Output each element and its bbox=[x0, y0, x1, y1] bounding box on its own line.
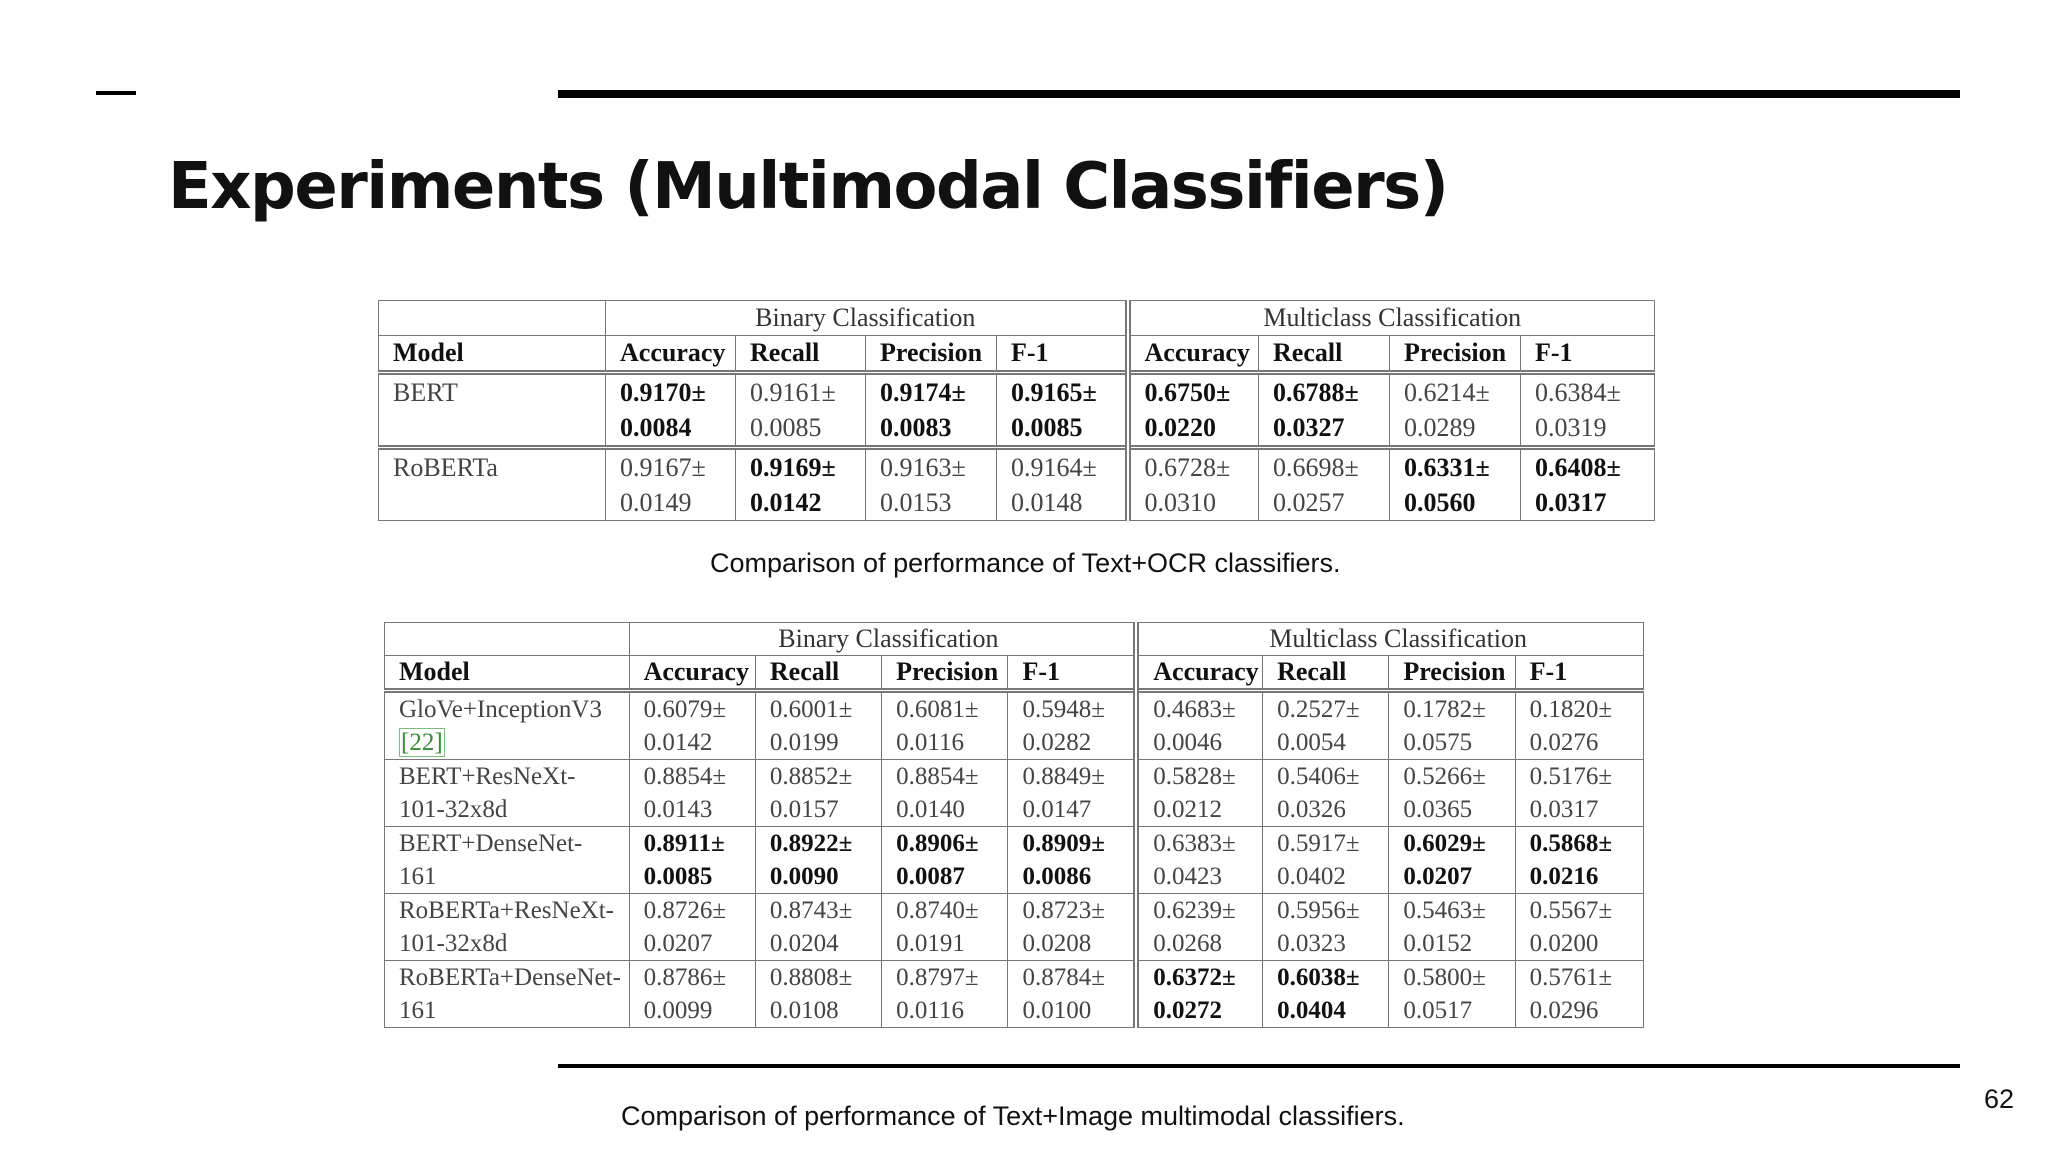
metric-std: 0.0402 bbox=[1277, 863, 1346, 890]
metric-std: 0.0282 bbox=[1022, 729, 1092, 756]
metric-std: 0.0085 bbox=[750, 413, 822, 442]
metric-cell bbox=[606, 448, 736, 521]
metric-cell bbox=[1128, 448, 1259, 521]
metric-mean: 0.5956± bbox=[1277, 897, 1360, 924]
metric-cell bbox=[755, 827, 881, 894]
metric-cell bbox=[1008, 961, 1136, 1028]
bottom-rule bbox=[558, 1064, 1960, 1068]
model-name-line: BERT+DenseNet- bbox=[399, 830, 583, 857]
metric-std: 0.0140 bbox=[896, 796, 965, 823]
metric-cell bbox=[866, 448, 997, 521]
metric-cell bbox=[1136, 894, 1262, 961]
header-cell: Accuracy bbox=[1128, 336, 1259, 373]
metric-cell bbox=[606, 373, 736, 448]
metric-mean: 0.9161± bbox=[750, 378, 836, 407]
model-name-line: RoBERTa+DenseNet- bbox=[399, 964, 621, 991]
metric-mean: 0.5463± bbox=[1403, 897, 1486, 924]
metric-std: 0.0099 bbox=[643, 997, 713, 1024]
metric-mean: 0.5828± bbox=[1153, 763, 1236, 790]
metric-cell bbox=[1136, 961, 1262, 1028]
metric-cell bbox=[629, 894, 755, 961]
table-group-header-row bbox=[379, 301, 1655, 336]
metric-std: 0.0207 bbox=[1403, 863, 1473, 890]
metric-cell bbox=[1136, 827, 1262, 894]
table-row bbox=[379, 448, 1655, 521]
metric-mean: 0.4683± bbox=[1153, 696, 1236, 723]
metric-std: 0.0560 bbox=[1404, 488, 1476, 517]
header-cell: Recall bbox=[1263, 656, 1389, 691]
metric-std: 0.0208 bbox=[1022, 930, 1092, 957]
metric-cell bbox=[629, 961, 755, 1028]
metric-mean: 0.6081± bbox=[896, 696, 979, 723]
metric-cell bbox=[1263, 827, 1389, 894]
model-name-line: BERT bbox=[393, 378, 458, 407]
table-caption: Comparison of performance of Text+Image multimodal classifiers. bbox=[621, 1101, 1405, 1131]
metric-std: 0.0116 bbox=[896, 729, 964, 756]
metric-std: 0.0326 bbox=[1277, 796, 1346, 823]
metric-mean: 0.6239± bbox=[1153, 897, 1236, 924]
model-name-cell bbox=[385, 691, 630, 760]
group-header-multiclass: Multiclass Classification bbox=[1128, 301, 1655, 336]
metric-mean: 0.6408± bbox=[1535, 453, 1621, 482]
metric-std: 0.0268 bbox=[1153, 930, 1223, 957]
metric-cell bbox=[997, 373, 1128, 448]
citation-link[interactable]: [22] bbox=[401, 729, 443, 756]
metric-mean: 0.8849± bbox=[1022, 763, 1105, 790]
metric-std: 0.0142 bbox=[643, 729, 713, 756]
metric-std: 0.0083 bbox=[880, 413, 952, 442]
header-cell: Precision bbox=[866, 336, 997, 373]
header-cell: Precision bbox=[882, 656, 1008, 691]
metric-std: 0.0207 bbox=[643, 930, 713, 957]
metric-std: 0.0116 bbox=[896, 997, 964, 1024]
metric-std: 0.0310 bbox=[1144, 488, 1216, 517]
metric-mean: 0.2527± bbox=[1277, 696, 1360, 723]
metric-cell bbox=[736, 448, 866, 521]
metric-std: 0.0142 bbox=[750, 488, 822, 517]
group-header-empty bbox=[385, 623, 630, 656]
model-name-line: BERT+ResNeXt- bbox=[399, 763, 576, 790]
metric-std: 0.0157 bbox=[769, 796, 839, 823]
metric-mean: 0.6384± bbox=[1535, 378, 1621, 407]
metric-mean: 0.5266± bbox=[1403, 763, 1486, 790]
metric-mean: 0.6331± bbox=[1404, 453, 1490, 482]
metric-std: 0.0153 bbox=[880, 488, 952, 517]
metric-std: 0.0317 bbox=[1529, 796, 1599, 823]
metric-std: 0.0046 bbox=[1153, 729, 1223, 756]
metric-cell bbox=[1515, 691, 1643, 760]
metric-std: 0.0084 bbox=[620, 413, 692, 442]
table-header-row bbox=[385, 656, 1644, 691]
metric-mean: 0.1820± bbox=[1529, 696, 1613, 723]
metric-std: 0.0327 bbox=[1273, 413, 1345, 442]
top-rule bbox=[558, 90, 1960, 98]
metric-mean: 0.5868± bbox=[1529, 830, 1613, 857]
metric-mean: 0.9174± bbox=[880, 378, 966, 407]
metric-cell bbox=[1515, 760, 1643, 827]
header-cell: Recall bbox=[1259, 336, 1390, 373]
metric-cell bbox=[1008, 894, 1136, 961]
metric-mean: 0.6698± bbox=[1273, 453, 1359, 482]
metric-std: 0.0276 bbox=[1529, 729, 1599, 756]
model-name-line bbox=[399, 726, 629, 759]
metric-cell bbox=[1515, 961, 1643, 1028]
metric-mean: 0.9170± bbox=[620, 378, 706, 407]
metric-mean: 0.6214± bbox=[1404, 378, 1490, 407]
metric-std: 0.0423 bbox=[1153, 863, 1223, 890]
table-row bbox=[379, 373, 1655, 448]
metric-std: 0.0212 bbox=[1153, 796, 1223, 823]
metric-std: 0.0199 bbox=[769, 729, 839, 756]
metric-cell bbox=[1008, 827, 1136, 894]
page-number: 62 bbox=[1983, 1084, 2014, 1114]
metric-mean: 0.5176± bbox=[1529, 763, 1613, 790]
metric-cell bbox=[1521, 373, 1655, 448]
table-row bbox=[385, 760, 1644, 827]
metric-cell bbox=[629, 760, 755, 827]
header-cell: F-1 bbox=[997, 336, 1128, 373]
header-cell: F-1 bbox=[1008, 656, 1136, 691]
metric-mean: 0.8911± bbox=[643, 830, 725, 857]
model-name-line: RoBERTa+ResNeXt- bbox=[399, 897, 614, 924]
table-header-row bbox=[379, 336, 1655, 373]
metric-mean: 0.6750± bbox=[1144, 378, 1231, 407]
metric-mean: 0.8854± bbox=[643, 763, 727, 790]
metric-std: 0.0257 bbox=[1273, 488, 1345, 517]
metric-cell bbox=[1389, 894, 1515, 961]
metric-cell bbox=[1008, 760, 1136, 827]
model-name-line: 101-32x8d bbox=[399, 796, 508, 823]
metric-std: 0.0087 bbox=[896, 863, 965, 890]
metric-std: 0.0204 bbox=[769, 930, 839, 957]
metric-cell bbox=[629, 827, 755, 894]
table-body bbox=[379, 373, 1655, 521]
metric-mean: 0.6383± bbox=[1153, 830, 1236, 857]
model-name-line: RoBERTa bbox=[393, 453, 498, 482]
metric-cell bbox=[997, 448, 1128, 521]
metric-std: 0.0085 bbox=[1011, 413, 1083, 442]
metric-mean: 0.8906± bbox=[896, 830, 979, 857]
metric-mean: 0.8852± bbox=[769, 763, 853, 790]
table-caption: Comparison of performance of Text+OCR classifiers. bbox=[710, 548, 1341, 578]
header-cell: Precision bbox=[1389, 656, 1515, 691]
metric-std: 0.0147 bbox=[1022, 796, 1092, 823]
metric-cell bbox=[736, 373, 866, 448]
metric-cell bbox=[629, 691, 755, 760]
metric-mean: 0.6788± bbox=[1273, 378, 1359, 407]
metric-mean: 0.9169± bbox=[750, 453, 836, 482]
header-cell: F-1 bbox=[1521, 336, 1655, 373]
metric-mean: 0.8726± bbox=[643, 897, 727, 924]
header-cell: Accuracy bbox=[1136, 656, 1262, 691]
metric-cell bbox=[1390, 448, 1521, 521]
metric-mean: 0.5567± bbox=[1529, 897, 1613, 924]
metric-cell bbox=[1008, 691, 1136, 760]
model-name-cell bbox=[385, 894, 630, 961]
metric-cell bbox=[1515, 827, 1643, 894]
model-name-line: 101-32x8d bbox=[399, 930, 508, 957]
metric-mean: 0.6372± bbox=[1153, 964, 1236, 991]
table-body bbox=[385, 691, 1644, 1028]
metric-std: 0.0319 bbox=[1535, 413, 1607, 442]
metric-mean: 0.1782± bbox=[1403, 696, 1486, 723]
table-row bbox=[385, 691, 1644, 760]
header-cell: Model bbox=[379, 336, 606, 373]
metric-std: 0.0100 bbox=[1022, 997, 1092, 1024]
metric-cell bbox=[1521, 448, 1655, 521]
metric-std: 0.0143 bbox=[643, 796, 713, 823]
metric-std: 0.0149 bbox=[620, 488, 692, 517]
metric-mean: 0.6038± bbox=[1277, 964, 1360, 991]
metric-cell bbox=[1389, 691, 1515, 760]
metric-cell bbox=[1390, 373, 1521, 448]
model-name-cell bbox=[379, 373, 606, 448]
metric-cell bbox=[1515, 894, 1643, 961]
metric-cell bbox=[866, 373, 997, 448]
metric-std: 0.0148 bbox=[1011, 488, 1083, 517]
metric-cell bbox=[1259, 448, 1390, 521]
metric-mean: 0.6029± bbox=[1403, 830, 1486, 857]
group-header-empty bbox=[379, 301, 606, 336]
metric-cell bbox=[882, 760, 1008, 827]
metric-cell bbox=[1389, 961, 1515, 1028]
group-header-binary: Binary Classification bbox=[606, 301, 1128, 336]
metric-std: 0.0404 bbox=[1277, 997, 1346, 1024]
metric-std: 0.0517 bbox=[1403, 997, 1473, 1024]
model-name-cell bbox=[385, 961, 630, 1028]
metric-std: 0.0220 bbox=[1144, 413, 1216, 442]
metric-std: 0.0296 bbox=[1529, 997, 1599, 1024]
metric-std: 0.0200 bbox=[1529, 930, 1599, 957]
metric-cell bbox=[755, 691, 881, 760]
metric-mean: 0.8784± bbox=[1022, 964, 1105, 991]
metric-mean: 0.5800± bbox=[1403, 964, 1486, 991]
metric-cell bbox=[755, 961, 881, 1028]
table-row bbox=[385, 827, 1644, 894]
metric-std: 0.0085 bbox=[643, 863, 713, 890]
metric-std: 0.0289 bbox=[1404, 413, 1476, 442]
metric-std: 0.0365 bbox=[1403, 796, 1473, 823]
metric-mean: 0.9163± bbox=[880, 453, 966, 482]
metric-cell bbox=[1136, 691, 1262, 760]
metric-mean: 0.8723± bbox=[1022, 897, 1105, 924]
metric-cell bbox=[1263, 894, 1389, 961]
table-group-header-row bbox=[385, 623, 1644, 656]
metric-cell bbox=[1136, 760, 1262, 827]
table-text-ocr bbox=[378, 300, 1655, 521]
metric-std: 0.0317 bbox=[1535, 488, 1607, 517]
metric-cell bbox=[755, 760, 881, 827]
model-name-cell bbox=[385, 760, 630, 827]
metric-std: 0.0191 bbox=[896, 930, 965, 957]
metric-mean: 0.6079± bbox=[643, 696, 727, 723]
model-name-cell bbox=[385, 827, 630, 894]
header-cell: Recall bbox=[736, 336, 866, 373]
model-name-line: GloVe+InceptionV3 bbox=[399, 696, 602, 723]
metric-mean: 0.8909± bbox=[1022, 830, 1105, 857]
metric-std: 0.0152 bbox=[1403, 930, 1473, 957]
metric-cell bbox=[1389, 827, 1515, 894]
model-name-cell bbox=[379, 448, 606, 521]
metric-cell bbox=[882, 894, 1008, 961]
metric-cell bbox=[882, 691, 1008, 760]
metric-cell bbox=[1128, 373, 1259, 448]
header-cell: Recall bbox=[755, 656, 881, 691]
metric-std: 0.0216 bbox=[1529, 863, 1599, 890]
metric-cell bbox=[1259, 373, 1390, 448]
metric-mean: 0.8740± bbox=[896, 897, 979, 924]
metric-mean: 0.6728± bbox=[1144, 453, 1231, 482]
metric-mean: 0.8786± bbox=[643, 964, 727, 991]
metric-mean: 0.8854± bbox=[896, 763, 979, 790]
metric-std: 0.0108 bbox=[769, 997, 839, 1024]
metric-mean: 0.8743± bbox=[769, 897, 853, 924]
metric-mean: 0.8797± bbox=[896, 964, 979, 991]
model-name-line: 161 bbox=[399, 997, 437, 1024]
metric-mean: 0.9165± bbox=[1011, 378, 1097, 407]
metric-mean: 0.9167± bbox=[620, 453, 706, 482]
metric-mean: 0.9164± bbox=[1011, 453, 1097, 482]
metric-mean: 0.5761± bbox=[1529, 964, 1613, 991]
metric-std: 0.0323 bbox=[1277, 930, 1346, 957]
metric-std: 0.0272 bbox=[1153, 997, 1223, 1024]
slide-dash-ornament bbox=[96, 91, 136, 95]
metric-mean: 0.5406± bbox=[1277, 763, 1360, 790]
metric-cell bbox=[1263, 961, 1389, 1028]
group-header-binary: Binary Classification bbox=[629, 623, 1136, 656]
metric-cell bbox=[755, 894, 881, 961]
metric-std: 0.0054 bbox=[1277, 729, 1346, 756]
metric-std: 0.0575 bbox=[1403, 729, 1473, 756]
metric-std: 0.0090 bbox=[769, 863, 839, 890]
table-row bbox=[385, 961, 1644, 1028]
metric-cell bbox=[882, 827, 1008, 894]
header-cell: Accuracy bbox=[606, 336, 736, 373]
metric-cell bbox=[882, 961, 1008, 1028]
header-cell: F-1 bbox=[1515, 656, 1643, 691]
metric-std: 0.0086 bbox=[1022, 863, 1092, 890]
metric-mean: 0.6001± bbox=[769, 696, 853, 723]
metric-cell bbox=[1263, 691, 1389, 760]
metric-mean: 0.5948± bbox=[1022, 696, 1105, 723]
header-cell: Model bbox=[385, 656, 630, 691]
metric-cell bbox=[1263, 760, 1389, 827]
metric-cell bbox=[1389, 760, 1515, 827]
table-text-image bbox=[384, 622, 1644, 1028]
page-title: Experiments (Multimodal Classifiers) bbox=[168, 150, 1448, 224]
group-header-multiclass: Multiclass Classification bbox=[1136, 623, 1643, 656]
header-cell: Precision bbox=[1390, 336, 1521, 373]
metric-mean: 0.5917± bbox=[1277, 830, 1360, 857]
model-name-line: 161 bbox=[399, 863, 437, 890]
header-cell: Accuracy bbox=[629, 656, 755, 691]
metric-mean: 0.8922± bbox=[769, 830, 853, 857]
metric-mean: 0.8808± bbox=[769, 964, 853, 991]
table-row bbox=[385, 894, 1644, 961]
